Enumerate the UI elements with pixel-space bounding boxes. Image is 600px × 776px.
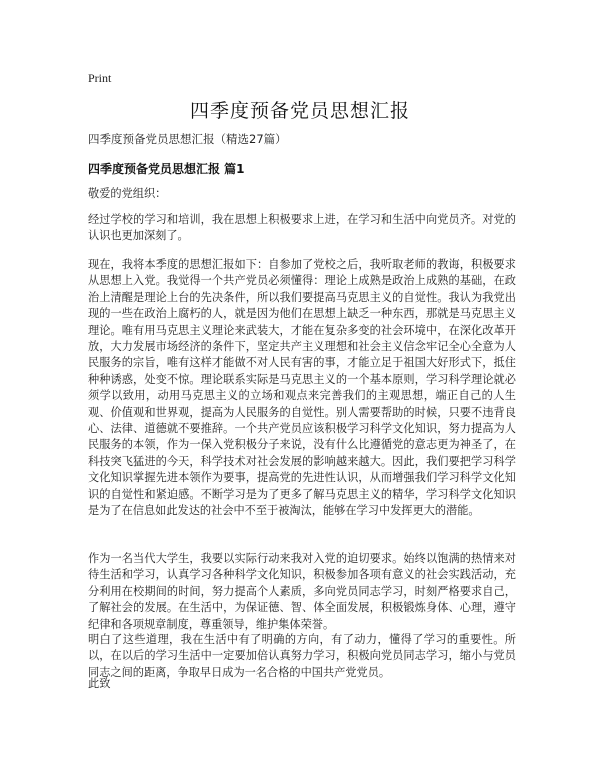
paragraph-4: 明白了这些道理，我在生活中有了明确的方向，有了动力，懂得了学习的重要性。所以，在以后的学习生活中一定要加倍认真努力学习，积极向党员同志学习，缩小与党员同志之间的距离，争取早日成为一名合格的中国共产党党员。 xyxy=(88,633,516,679)
document-subtitle: 四季度预备党员思想汇报（精选27篇） xyxy=(88,132,287,146)
paragraph-2: 现在，我将本季度的思想汇报如下：自参加了党校之后，我听取老师的教诲，积极要求从思想上入党。我觉得一个共产党员必须懂得：理论上成熟是政治上成熟的基础，在政治上清醒是理论上台的先决条件，所以我们要提高马克思主义的自觉性。我认为我党出现的一些在政治上腐朽的人，就是因为他们在思想上缺乏一种东西，那就是马克思主义理论。唯有用马克思主义理论来武装大，才能在复杂多变的社会环境中，在深化改革开放，大力发展市场经济的条件下，坚定共产主义理想和社会主义信念牢记全心全意为人民服务的宗旨，唯有这样才能做不对人民有害的事，才能立足于祖国大好形式下，抵住种种诱惑，处变不惊。理论联系实际是马克思主义的一个基本原则，学习科学理论就必须学以致用，动用马克思主义的立场和观点来完善我们的主观思想，端正自己的人生观、价值观和世界观，提高为人民服务的自觉性。别人需要帮助的时候，只要不违背良心、法律、道德就不要推辞。一个共产党员应该积极学习科学文化知识，努力提高为人民服务的本领，作为一保入党积极分子来说，没有什么比遵循党的意志更为神圣了，在科技突飞猛进的今天，科学技术对社会发展的影响越来越大。因此，我们要把学习科学文化知识掌握先进本领作为要事，提高党的先进性认识，从而增强我们学习科学文化知识的自觉性和紧迫感。不断学习是为了更多了解马克思主义的精华，学习科学文化知识是为了在信息如此发达的社会中不至于被淘汰，能够在学习中发挥更大的潜能。 xyxy=(88,258,516,518)
print-link[interactable]: Print xyxy=(88,71,112,85)
paragraph-1: 经过学校的学习和培训，我在思想上积极要求上进，在学习和生活中向党员齐。对党的认识也更加深刻了。 xyxy=(88,213,516,243)
salutation: 敬爱的党组织： xyxy=(88,187,167,200)
page-title: 四季度预备党员思想汇报 xyxy=(189,100,410,122)
section-heading: 四季度预备党员思想汇报 篇1 xyxy=(88,162,245,176)
paragraph-3: 作为一名当代大学生，我要以实际行动来我对入党的迫切要求。始终以饱满的热情来对待生活和学习，认真学习各种科学文化知识，积极参加各项有意义的社会实践活动，充分利用在校期间的时间，努力提高个人素质，多向党员同志学习，时刻严格要求自己，了解社会的发展。在生活中，为保证德、智、体全面发展，积极锻炼身体、心理，遵守纪律和各项规章制度，尊重领导，维护集体荣誉。 xyxy=(88,552,516,631)
closing-text: 此致 xyxy=(88,677,111,690)
